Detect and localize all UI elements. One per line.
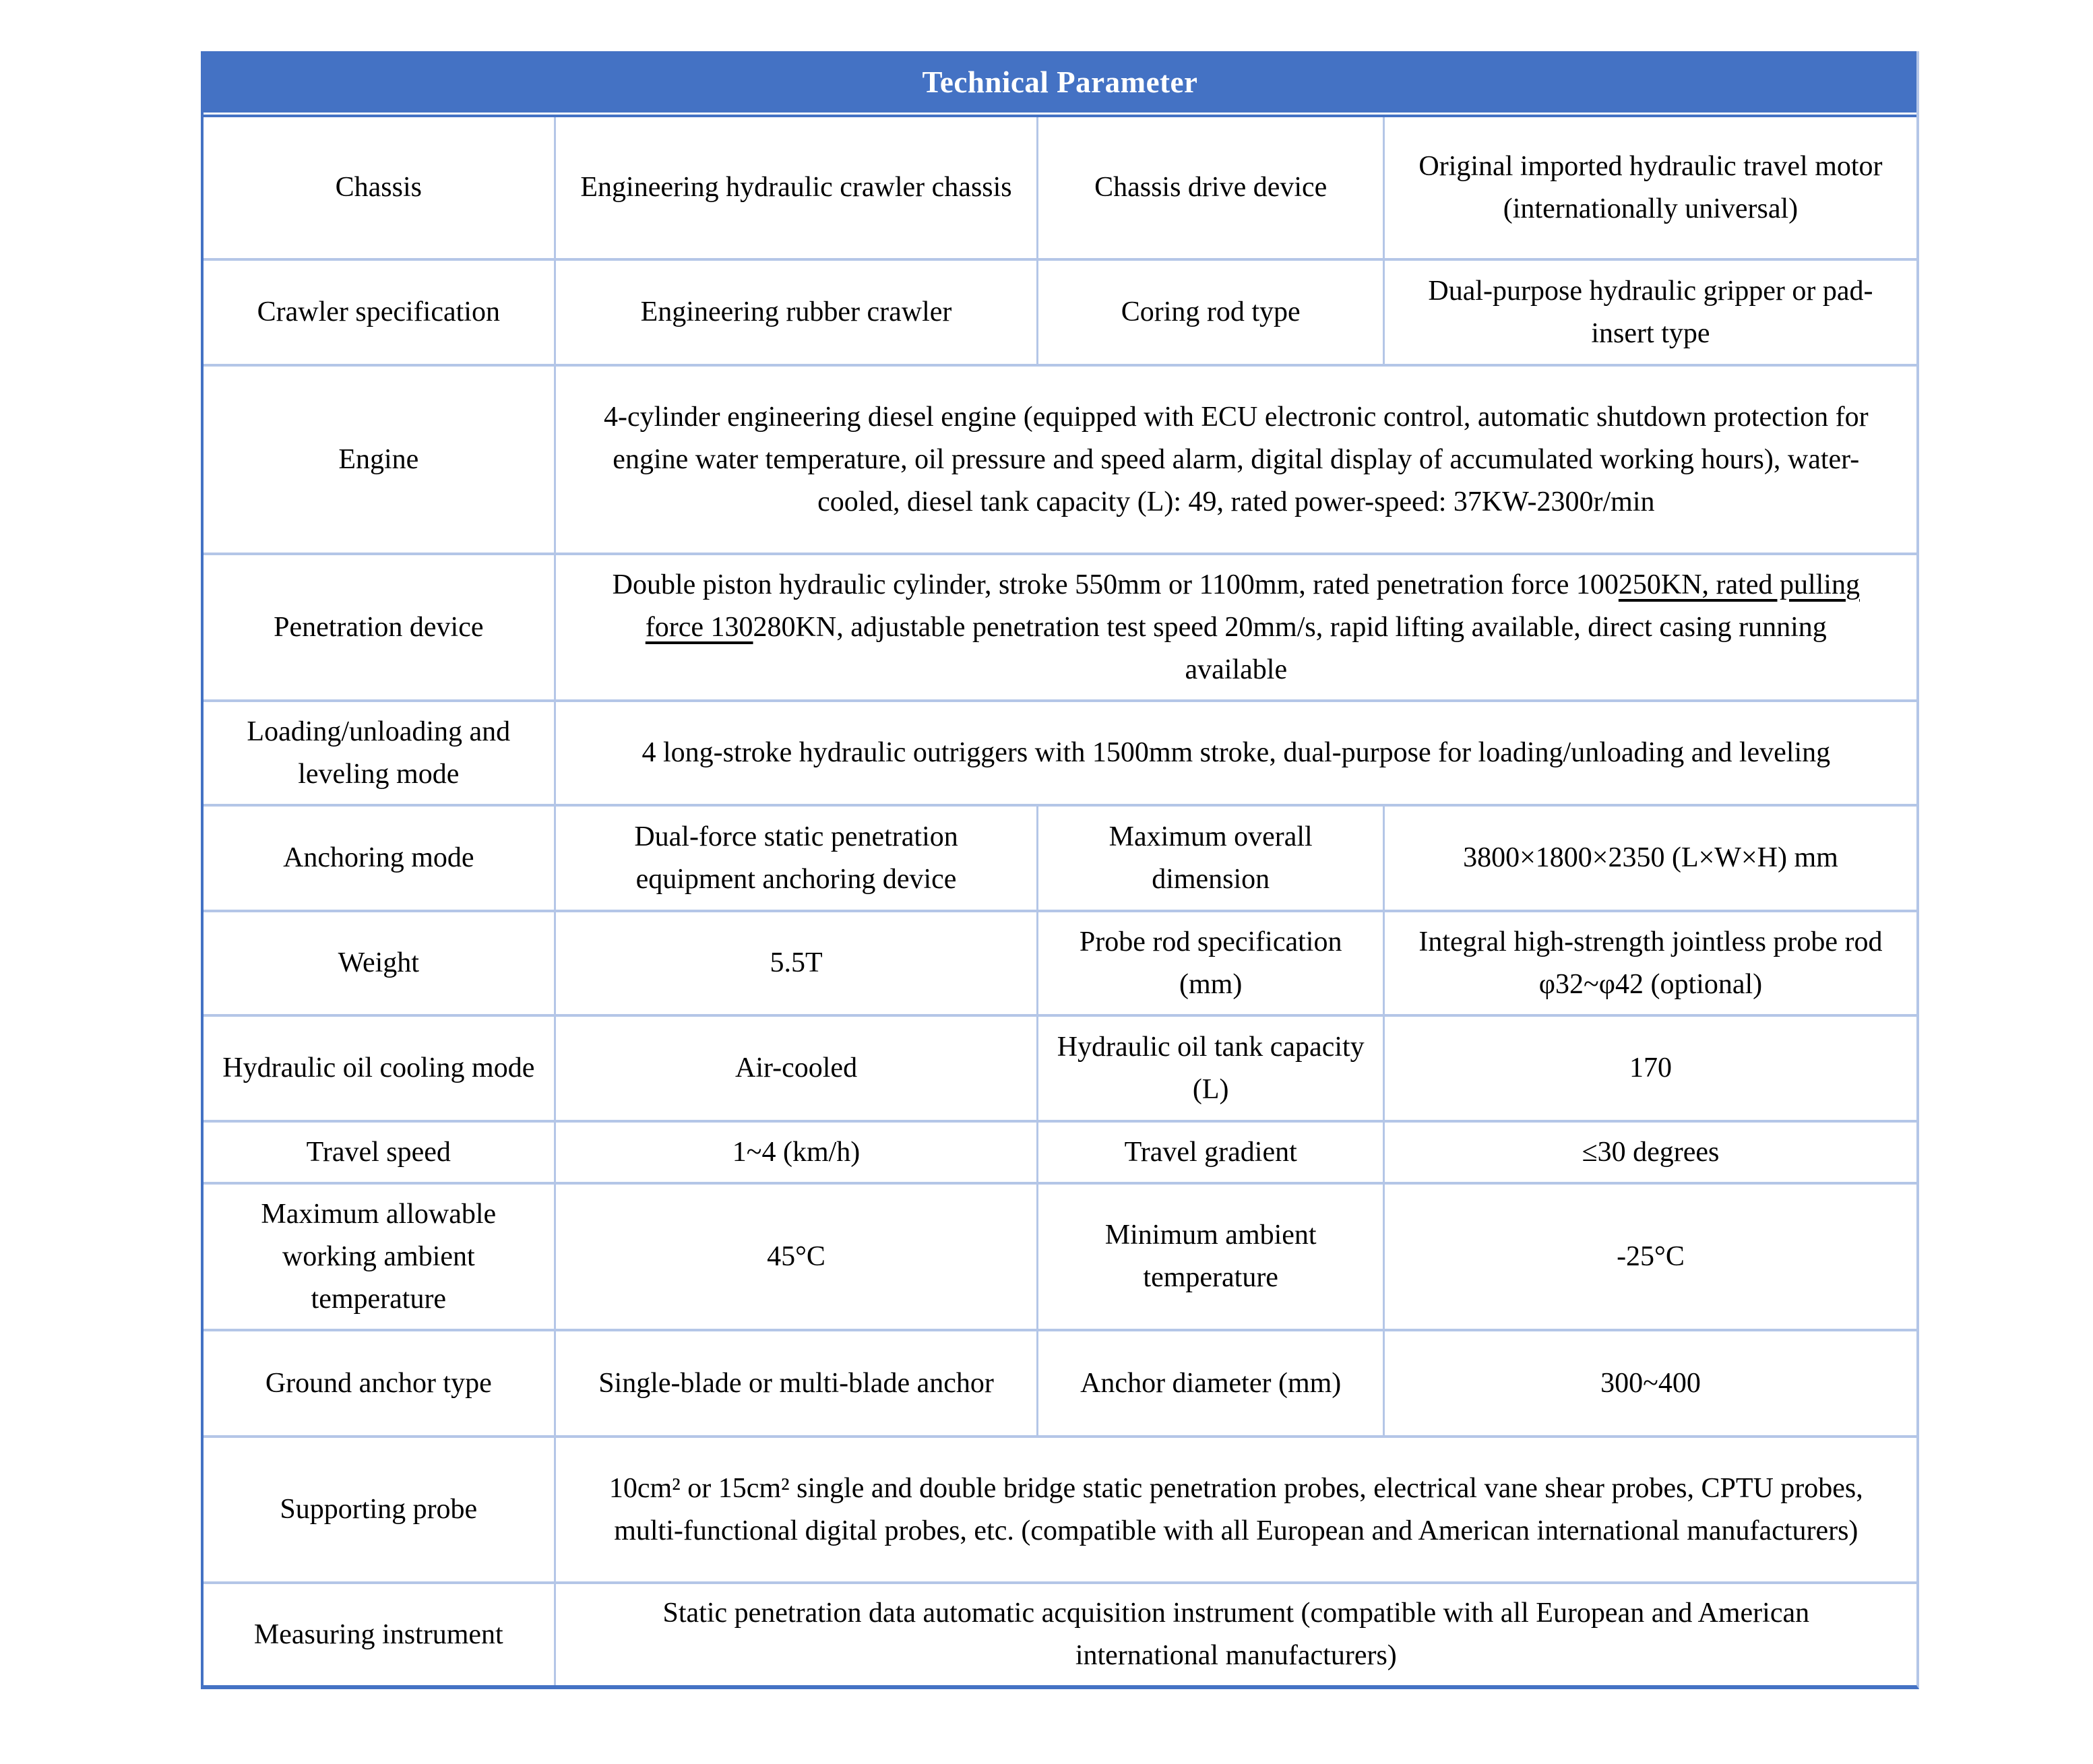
table-row xyxy=(204,1121,1916,1183)
value-travel-gradient: ≤30 degrees xyxy=(1383,1121,1916,1183)
label-anchoring-mode: Anchoring mode xyxy=(204,805,555,911)
label-maximum-overall-dimension: Maximum overall dimension xyxy=(1038,805,1383,911)
label-anchor-diameter: Anchor diameter (mm) xyxy=(1038,1330,1383,1437)
value-weight: 5.5T xyxy=(555,911,1038,1015)
spec-table xyxy=(204,117,1916,1685)
label-measuring-instrument: Measuring instrument xyxy=(204,1583,555,1685)
penetration-text-underlined: 250KN, rated pulling force 130 xyxy=(645,569,1860,643)
value-maximum-overall-dimension: 3800×1800×2350 (L×W×H) mm xyxy=(1383,805,1916,911)
value-travel-speed: 1~4 (km/h) xyxy=(555,1121,1038,1183)
value-chassis: Engineering hydraulic crawler chassis xyxy=(555,117,1038,259)
label-hydraulic-oil-cooling-mode: Hydraulic oil cooling mode xyxy=(204,1015,555,1121)
value-penetration-device xyxy=(555,554,1916,701)
value-hydraulic-oil-cooling-mode: Air-cooled xyxy=(555,1015,1038,1121)
label-maximum-working-ambient-temperature: Maximum allowable working ambient temperature xyxy=(204,1183,555,1330)
value-anchor-diameter: 300~400 xyxy=(1383,1330,1916,1437)
value-supporting-probe: 10cm² or 15cm² single and double bridge static penetration probes, electrical vane shear probes, CPTU probes, multi-functional digital probes, etc. (compatible with all European and American international manufacturers) xyxy=(555,1437,1916,1583)
label-travel-gradient: Travel gradient xyxy=(1038,1121,1383,1183)
label-chassis: Chassis xyxy=(204,117,555,259)
table-row xyxy=(204,1583,1916,1685)
table-row xyxy=(204,911,1916,1015)
table-row xyxy=(204,1183,1916,1330)
value-loading-unloading-leveling-mode: 4 long-stroke hydraulic outriggers with 1500mm stroke, dual-purpose for loading/unloading and leveling xyxy=(555,701,1916,805)
value-hydraulic-oil-tank-capacity: 170 xyxy=(1383,1015,1916,1121)
value-ground-anchor-type: Single-blade or multi-blade anchor xyxy=(555,1330,1038,1437)
label-supporting-probe: Supporting probe xyxy=(204,1437,555,1583)
value-chassis-drive-device: Original imported hydraulic travel motor (internationally universal) xyxy=(1383,117,1916,259)
technical-parameter-table xyxy=(201,51,1919,1689)
label-chassis-drive-device: Chassis drive device xyxy=(1038,117,1383,259)
value-engine: 4-cylinder engineering diesel engine (equipped with ECU electronic control, automatic shutdown protection for engine water temperature, oil pressure and speed alarm, digital display of accumulated working hours), water-cooled, diesel tank capacity (L): 49, rated power-speed: 37KW-2300r/min xyxy=(555,365,1916,554)
table-row xyxy=(204,1330,1916,1437)
table-row xyxy=(204,1015,1916,1121)
table-row xyxy=(204,701,1916,805)
value-measuring-instrument: Static penetration data automatic acquisition instrument (compatible with all European and American international manufacturers) xyxy=(555,1583,1916,1685)
value-maximum-working-ambient-temperature: 45°C xyxy=(555,1183,1038,1330)
table-row xyxy=(204,1437,1916,1583)
value-anchoring-mode: Dual-force static penetration equipment anchoring device xyxy=(555,805,1038,911)
table-row xyxy=(204,365,1916,554)
label-hydraulic-oil-tank-capacity: Hydraulic oil tank capacity (L) xyxy=(1038,1015,1383,1121)
penetration-text-post: 280KN, adjustable penetration test speed 20mm/s, rapid lifting available, direct casing running available xyxy=(753,611,1827,685)
table-title: Technical Parameter xyxy=(204,51,1916,113)
table-row xyxy=(204,259,1916,365)
value-minimum-ambient-temperature: -25°C xyxy=(1383,1183,1916,1330)
label-travel-speed: Travel speed xyxy=(204,1121,555,1183)
table-row xyxy=(204,117,1916,259)
label-penetration-device: Penetration device xyxy=(204,554,555,701)
label-probe-rod-specification: Probe rod specification (mm) xyxy=(1038,911,1383,1015)
label-engine: Engine xyxy=(204,365,555,554)
value-probe-rod-specification: Integral high-strength jointless probe rod φ32~φ42 (optional) xyxy=(1383,911,1916,1015)
label-ground-anchor-type: Ground anchor type xyxy=(204,1330,555,1437)
table-row xyxy=(204,554,1916,701)
penetration-text-pre: Double piston hydraulic cylinder, stroke 550mm or 1100mm, rated penetration force 100 xyxy=(612,569,1619,600)
label-minimum-ambient-temperature: Minimum ambient temperature xyxy=(1038,1183,1383,1330)
label-weight: Weight xyxy=(204,911,555,1015)
label-coring-rod-type: Coring rod type xyxy=(1038,259,1383,365)
table-row xyxy=(204,805,1916,911)
value-crawler-specification: Engineering rubber crawler xyxy=(555,259,1038,365)
label-loading-unloading-leveling-mode: Loading/unloading and leveling mode xyxy=(204,701,555,805)
value-coring-rod-type: Dual-purpose hydraulic gripper or pad-insert type xyxy=(1383,259,1916,365)
label-crawler-specification: Crawler specification xyxy=(204,259,555,365)
